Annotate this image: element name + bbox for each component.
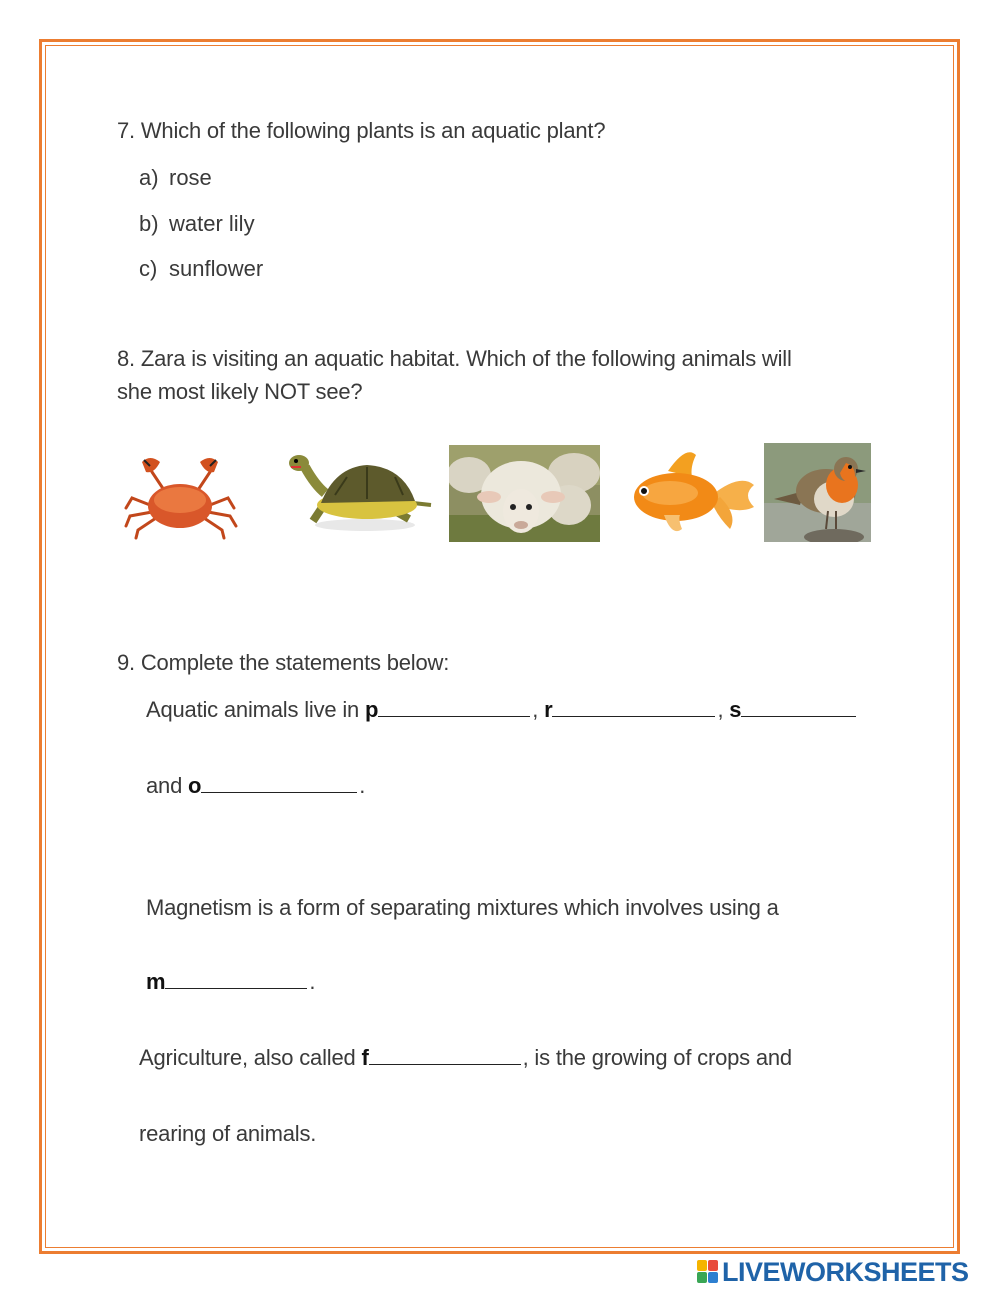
blank-magnet[interactable]: [165, 987, 307, 989]
hint-letter-s: s: [729, 697, 742, 722]
sheep-image[interactable]: [449, 445, 600, 542]
q7-option-c[interactable]: [139, 256, 263, 282]
option-letter: c): [139, 256, 158, 281]
q7-option-b[interactable]: [139, 211, 255, 237]
statement-agriculture-line1: [139, 1045, 792, 1071]
comma: ,: [532, 697, 539, 722]
option-text: water lily: [169, 211, 255, 236]
question-7-text: 7. Which of the following plants is an aquatic plant?: [117, 118, 606, 143]
question-8-line2: she most likely NOT see?: [117, 379, 363, 404]
hint-letter-r: r: [544, 697, 553, 722]
statement-aquatic-line2: [146, 773, 365, 799]
liveworksheets-logo[interactable]: [697, 1256, 969, 1288]
comma: ,: [717, 697, 724, 722]
option-text: sunflower: [169, 256, 264, 281]
period: .: [309, 969, 316, 994]
statement-agriculture-line2: rearing of animals.: [139, 1121, 317, 1146]
turtle-image[interactable]: [285, 445, 435, 540]
statement-text: , is the growing of crops and: [522, 1045, 792, 1070]
question-9-heading: 9. Complete the statements below:: [117, 650, 450, 675]
q7-option-a[interactable]: [139, 165, 212, 191]
hint-letter-o: o: [188, 773, 202, 798]
blank-seas[interactable]: [741, 715, 856, 717]
option-letter: a): [139, 165, 159, 190]
logo-text: LIVEWORKSHEETS: [722, 1256, 969, 1287]
statement-text: Aquatic animals live in: [146, 697, 360, 722]
statement-text: and: [146, 773, 183, 798]
blank-oceans[interactable]: [201, 791, 357, 793]
option-letter: b): [139, 211, 159, 236]
robin-image[interactable]: [764, 443, 871, 542]
crab-image[interactable]: [120, 450, 245, 542]
blank-rivers[interactable]: [552, 715, 715, 717]
option-text: rose: [169, 165, 212, 190]
question-8-line1: 8. Zara is visiting an aquatic habitat. Which of the following animals will: [117, 346, 792, 371]
statement-text: Agriculture, also called: [139, 1045, 356, 1070]
period: .: [359, 773, 366, 798]
blank-ponds[interactable]: [378, 715, 530, 717]
statement-aquatic-line1: [146, 697, 858, 723]
blank-farming[interactable]: [369, 1063, 521, 1065]
hint-letter-p: p: [364, 697, 379, 722]
statement-magnetism-line1: Magnetism is a form of separating mixtures which involves using a: [146, 895, 779, 920]
hint-letter-f: f: [361, 1045, 369, 1070]
hint-letter-m: m: [146, 969, 166, 994]
liveworksheets-logo-icon: [697, 1260, 719, 1284]
goldfish-image[interactable]: [620, 445, 760, 542]
statement-magnetism-line2: [146, 969, 315, 995]
